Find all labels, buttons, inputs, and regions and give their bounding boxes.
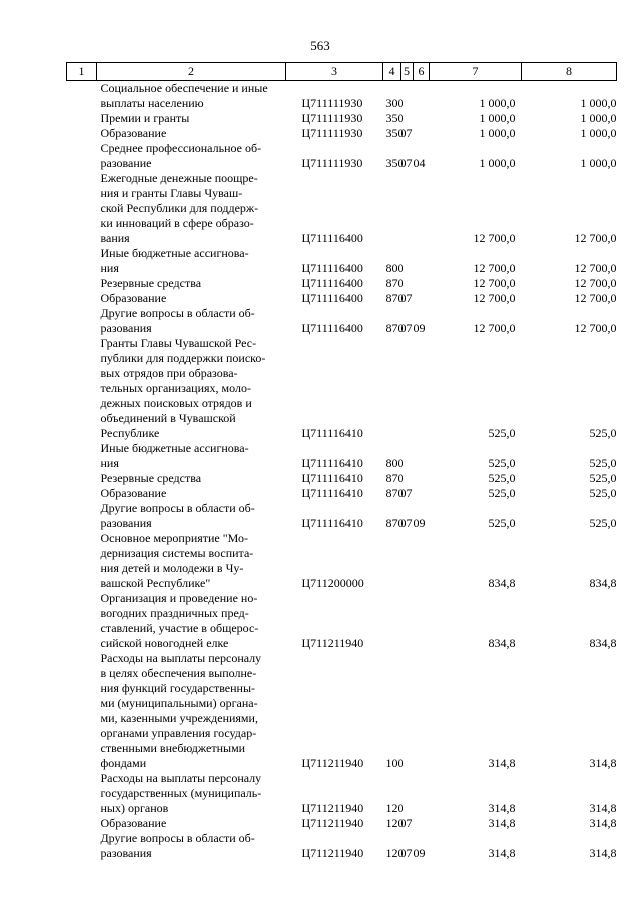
row-name-cell — [97, 501, 286, 531]
expense-type-cell: 350 — [385, 111, 404, 125]
target-article-cell: Ц711200000 — [301, 576, 364, 590]
target-article-cell: Ц711211940 — [301, 801, 364, 815]
expense-type-cell: 350 — [385, 126, 404, 140]
expense-type-cell: 100 — [385, 756, 404, 770]
table-row — [67, 591, 617, 651]
amount-col8-cell: 1 000,0 — [580, 111, 617, 125]
amount-col7-cell: 1 000,0 — [479, 126, 516, 140]
row-number-cell — [67, 336, 97, 441]
target-article-cell: Ц711116410 — [301, 516, 363, 530]
row-number-cell — [67, 111, 97, 126]
row-name-cell — [97, 591, 286, 651]
row-name-line: Образование — [100, 486, 167, 500]
amount-col7-cell: 1 000,0 — [479, 156, 516, 170]
row-name-line: объединений в Чувашской — [100, 411, 236, 425]
table-row — [67, 651, 617, 771]
amount-col8-cell: 12 700,0 — [574, 231, 617, 245]
subsection-cell — [414, 816, 430, 831]
row-name-cell — [97, 336, 286, 441]
subsection-cell — [414, 531, 430, 591]
section-cell: 07 — [400, 846, 413, 860]
row-name-line: Образование — [100, 126, 167, 140]
row-number-cell — [67, 771, 97, 816]
expense-type-cell: 350 — [385, 156, 404, 170]
amount-col7-cell: 314,8 — [488, 816, 516, 830]
amount-col8-cell: 1 000,0 — [580, 96, 617, 110]
amount-col8-cell: 525,0 — [589, 516, 617, 530]
row-name-line: Другие вопросы в области об- — [100, 831, 255, 845]
amount-col7-cell: 12 700,0 — [473, 231, 516, 245]
row-name-line: Расходы на выплаты персоналу — [100, 771, 262, 785]
table-row — [67, 531, 617, 591]
row-name-line: разования — [100, 846, 152, 860]
table-row — [67, 816, 617, 831]
amount-col8-cell: 525,0 — [589, 426, 617, 440]
table-row — [67, 486, 617, 501]
row-name-cell — [97, 276, 286, 291]
subsection-cell: 09 — [413, 846, 426, 860]
amount-col8-cell: 314,8 — [589, 801, 617, 815]
row-name-line: вания — [100, 231, 130, 245]
table-row — [67, 306, 617, 336]
table-row — [67, 111, 617, 126]
amount-col7-cell: 12 700,0 — [473, 321, 516, 335]
amount-col7-cell: 314,8 — [488, 846, 516, 860]
amount-col8-cell: 12 700,0 — [574, 261, 617, 275]
expense-type-cell: 870 — [385, 291, 404, 305]
expense-type-cell: 870 — [385, 276, 404, 290]
table-row — [67, 171, 617, 246]
amount-col8-cell: 12 700,0 — [574, 291, 617, 305]
row-name-line: ставлений, участие в общерос- — [100, 621, 259, 635]
row-name-line: в целях обеспечения выполне- — [100, 666, 257, 680]
budget-table — [66, 62, 617, 861]
subsection-cell — [414, 291, 430, 306]
target-article-cell: Ц711116400 — [301, 321, 363, 335]
expense-type-cell — [383, 336, 401, 441]
row-name-line: разование — [100, 156, 152, 170]
row-name-line: государственных (муниципаль- — [100, 786, 262, 800]
expense-type-cell: 300 — [385, 96, 404, 110]
row-number-cell — [67, 81, 97, 112]
row-name-cell — [97, 291, 286, 306]
column-header: 3 — [286, 63, 383, 81]
row-name-line: ния и гранты Главы Чуваш- — [100, 186, 243, 200]
amount-col8-cell: 525,0 — [589, 486, 617, 500]
table-row — [67, 771, 617, 816]
row-name-line: Образование — [100, 291, 167, 305]
row-name-line: публики для поддержки поиско- — [100, 351, 266, 365]
target-article-cell: Ц711111930 — [301, 96, 363, 110]
row-name-cell — [97, 471, 286, 486]
section-cell — [401, 336, 414, 441]
row-number-cell — [67, 471, 97, 486]
row-name-cell — [97, 441, 286, 471]
row-name-cell — [97, 831, 286, 861]
section-cell: 07 — [400, 126, 413, 140]
row-name-line: разования — [100, 516, 152, 530]
amount-col7-cell: 525,0 — [488, 456, 516, 470]
row-name-line: вых отрядов при образова- — [100, 366, 238, 380]
amount-col8-cell: 1 000,0 — [580, 156, 617, 170]
expense-type-cell: 120 — [385, 801, 404, 815]
row-number-cell — [67, 816, 97, 831]
section-cell: 07 — [400, 816, 413, 830]
amount-col7-cell: 525,0 — [488, 486, 516, 500]
table-row — [67, 336, 617, 441]
row-name-cell — [97, 171, 286, 246]
amount-col8-cell: 314,8 — [589, 756, 617, 770]
row-name-cell — [97, 531, 286, 591]
amount-col7-cell: 834,8 — [488, 636, 516, 650]
row-number-cell — [67, 486, 97, 501]
row-name-line: вогодних праздничных пред- — [100, 606, 249, 620]
table-body — [67, 81, 617, 862]
subsection-cell — [414, 171, 430, 246]
row-name-line: органами управления государ- — [100, 726, 257, 740]
subsection-cell — [414, 246, 430, 276]
row-name-line: вашской Республике" — [100, 576, 211, 590]
row-name-line: тельных организациях, моло- — [100, 381, 251, 395]
target-article-cell: Ц711111930 — [301, 156, 363, 170]
row-name-cell — [97, 651, 286, 771]
amount-col7-cell: 525,0 — [488, 516, 516, 530]
target-article-cell: Ц711211940 — [301, 846, 364, 860]
row-number-cell — [67, 291, 97, 306]
row-name-line: ской Республики для поддерж- — [100, 201, 259, 215]
amount-col8-cell: 525,0 — [589, 471, 617, 485]
row-name-line: выплаты населению — [100, 96, 204, 110]
section-cell: 07 — [400, 516, 413, 530]
row-name-line: дежных поисковых отрядов и — [100, 396, 252, 410]
row-name-line: Другие вопросы в области об- — [100, 501, 255, 515]
amount-col7-cell: 1 000,0 — [479, 111, 516, 125]
row-name-line: Иные бюджетные ассигнова- — [100, 441, 249, 455]
row-number-cell — [67, 276, 97, 291]
row-name-line: Резервные средства — [100, 471, 202, 485]
row-number-cell — [67, 501, 97, 531]
expense-type-cell: 120 — [385, 846, 404, 860]
amount-col7-cell: 525,0 — [488, 426, 516, 440]
row-name-cell — [97, 246, 286, 276]
table-header-row — [67, 63, 617, 81]
target-article-cell: Ц711116400 — [301, 231, 363, 245]
row-name-line: Среднее профессиональное об- — [100, 141, 262, 155]
column-header: 6 — [414, 63, 430, 81]
row-name-line: ния детей и молодежи в Чу- — [100, 561, 244, 575]
amount-col8-cell: 314,8 — [589, 816, 617, 830]
expense-type-cell: 870 — [385, 471, 404, 485]
row-name-line: сийской новогодней елке — [100, 636, 229, 650]
table-row — [67, 471, 617, 486]
section-cell: 07 — [400, 291, 413, 305]
table-row — [67, 831, 617, 861]
row-number-cell — [67, 306, 97, 336]
subsection-cell — [414, 651, 430, 771]
table-row — [67, 126, 617, 141]
row-name-line: Резервные средства — [100, 276, 202, 290]
subsection-cell — [414, 336, 430, 441]
row-number-cell — [67, 831, 97, 861]
row-name-line: Образование — [100, 816, 167, 830]
amount-col7-cell: 12 700,0 — [473, 261, 516, 275]
expense-type-cell: 120 — [385, 816, 404, 830]
subsection-cell — [414, 126, 430, 141]
expense-type-cell — [383, 591, 401, 651]
target-article-cell: Ц711116410 — [301, 426, 363, 440]
amount-col7-cell: 12 700,0 — [473, 276, 516, 290]
row-name-line: ственными внебюджетными — [100, 741, 246, 755]
amount-col7-cell: 525,0 — [488, 471, 516, 485]
row-name-line: ми (муниципальными) органа- — [100, 696, 258, 710]
row-name-line: Социальное обеспечение и иные — [100, 81, 268, 95]
amount-col8-cell: 12 700,0 — [574, 276, 617, 290]
section-cell: 07 — [400, 156, 413, 170]
amount-col8-cell: 314,8 — [589, 846, 617, 860]
subsection-cell: 09 — [413, 321, 426, 335]
row-name-line: дернизация системы воспита- — [100, 546, 254, 560]
subsection-cell — [414, 441, 430, 471]
row-name-cell — [97, 771, 286, 816]
expense-type-cell: 800 — [385, 456, 404, 470]
amount-col8-cell: 1 000,0 — [580, 126, 617, 140]
table-row — [67, 246, 617, 276]
target-article-cell: Ц711211940 — [301, 816, 364, 830]
row-number-cell — [67, 171, 97, 246]
target-article-cell: Ц711116400 — [301, 291, 363, 305]
row-name-cell — [97, 126, 286, 141]
column-header: 7 — [430, 63, 522, 81]
table-row — [67, 501, 617, 531]
row-name-cell — [97, 111, 286, 126]
amount-col7-cell: 834,8 — [488, 576, 516, 590]
target-article-cell: Ц711111930 — [301, 111, 363, 125]
row-name-line: Расходы на выплаты персоналу — [100, 651, 262, 665]
expense-type-cell: 800 — [385, 261, 404, 275]
amount-col8-cell: 525,0 — [589, 456, 617, 470]
section-cell — [401, 531, 414, 591]
amount-col8-cell: 834,8 — [589, 576, 617, 590]
target-article-cell: Ц711116400 — [301, 276, 363, 290]
subsection-cell — [414, 111, 430, 126]
row-number-cell — [67, 441, 97, 471]
row-number-cell — [67, 141, 97, 171]
row-name-cell — [97, 306, 286, 336]
row-number-cell — [67, 651, 97, 771]
table-row — [67, 276, 617, 291]
amount-col7-cell: 314,8 — [488, 756, 516, 770]
expense-type-cell: 870 — [385, 321, 404, 335]
row-number-cell — [67, 531, 97, 591]
amount-col7-cell: 314,8 — [488, 801, 516, 815]
row-name-cell — [97, 816, 286, 831]
section-cell — [401, 591, 414, 651]
row-name-cell — [97, 141, 286, 171]
row-number-cell — [67, 246, 97, 276]
subsection-cell — [414, 471, 430, 486]
row-name-line: ми, казенными учреждениями, — [100, 711, 258, 725]
row-name-line: ки инноваций в сфере образо- — [100, 216, 254, 230]
expense-type-cell: 870 — [385, 486, 404, 500]
row-name-line: Республике — [100, 426, 160, 440]
row-name-line: Гранты Главы Чувашской Рес- — [100, 336, 257, 350]
target-article-cell: Ц711116410 — [301, 486, 363, 500]
amount-col8-cell: 834,8 — [589, 636, 617, 650]
table-row — [67, 141, 617, 171]
amount-col8-cell: 12 700,0 — [574, 321, 617, 335]
target-article-cell: Ц711211940 — [301, 756, 364, 770]
page-number: 563 — [310, 38, 330, 53]
row-name-cell — [97, 81, 286, 112]
row-name-line: Основное мероприятие "Мо- — [100, 531, 249, 545]
column-header: 2 — [97, 63, 286, 81]
row-name-line: Организация и проведение но- — [100, 591, 258, 605]
row-name-line: фондами — [100, 756, 147, 770]
table-row — [67, 81, 617, 112]
subsection-cell: 04 — [413, 156, 426, 170]
row-name-cell — [97, 486, 286, 501]
subsection-cell: 09 — [413, 516, 426, 530]
table-row — [67, 291, 617, 306]
target-article-cell: Ц711211940 — [301, 636, 364, 650]
row-name-line: ния — [100, 261, 119, 275]
expense-type-cell — [383, 531, 401, 591]
expense-type-cell — [383, 171, 401, 246]
expense-type-cell: 870 — [385, 516, 404, 530]
target-article-cell: Ц711116400 — [301, 261, 363, 275]
column-header: 4 — [383, 63, 401, 81]
row-name-line: ния — [100, 456, 119, 470]
subsection-cell — [414, 486, 430, 501]
subsection-cell — [414, 276, 430, 291]
section-cell: 07 — [400, 486, 413, 500]
column-header: 1 — [67, 63, 97, 81]
row-name-line: Премии и гранты — [100, 111, 190, 125]
row-name-line: Ежегодные денежные поощре- — [100, 171, 258, 185]
column-header: 5 — [401, 63, 414, 81]
row-name-line: Иные бюджетные ассигнова- — [100, 246, 249, 260]
row-name-line: разования — [100, 321, 152, 335]
column-header: 8 — [522, 63, 617, 81]
row-name-line: ния функций государственны- — [100, 681, 256, 695]
amount-col7-cell: 12 700,0 — [473, 291, 516, 305]
section-cell — [401, 171, 414, 246]
row-name-line: Другие вопросы в области об- — [100, 306, 255, 320]
subsection-cell — [414, 771, 430, 816]
table-row — [67, 441, 617, 471]
amount-col7-cell: 1 000,0 — [479, 96, 516, 110]
target-article-cell: Ц711116410 — [301, 456, 363, 470]
target-article-cell: Ц711116410 — [301, 471, 363, 485]
row-number-cell — [67, 591, 97, 651]
row-name-line: ных) органов — [100, 801, 169, 815]
section-cell: 07 — [400, 321, 413, 335]
target-article-cell: Ц711111930 — [301, 126, 363, 140]
subsection-cell — [414, 81, 430, 112]
row-number-cell — [67, 126, 97, 141]
section-cell — [401, 651, 414, 771]
subsection-cell — [414, 591, 430, 651]
